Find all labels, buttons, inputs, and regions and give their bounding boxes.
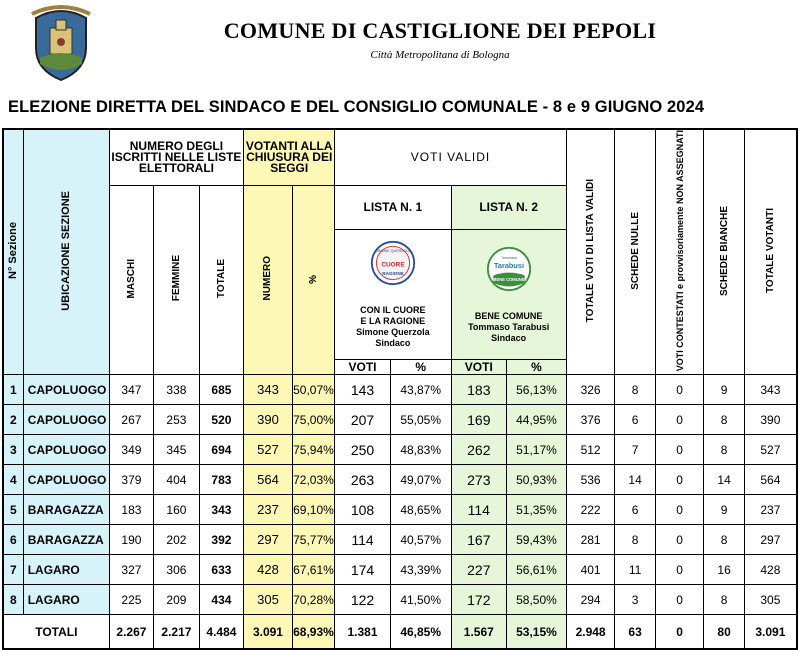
votanti-pct-cell: 50,07% (292, 375, 334, 405)
femmine-cell: 202 (154, 525, 200, 555)
votanti-cell: 390 (244, 405, 293, 435)
votanti-cell: 428 (244, 555, 293, 585)
lista-2-pct-cell: 50,93% (507, 465, 567, 495)
lista-2-voti-cell: 227 (451, 555, 507, 585)
votanti-pct-cell: 67,61% (292, 555, 334, 585)
results-table (2, 128, 798, 650)
header-ubicazione: UBICAZIONE SEZIONE (23, 129, 109, 375)
lista-1-voti-cell: 143 (335, 375, 391, 405)
lista-1-name-line2: E LA RAGIONE (360, 316, 426, 327)
votanti-pct-cell: 75,00% (292, 405, 334, 435)
lista-1-role: Sindaco (375, 338, 411, 349)
lista-1-pct-cell: 55,05% (390, 405, 451, 435)
header-iscritti: NUMERO DEGLI ISCRITTI NELLE LISTE ELETTORALI (109, 129, 244, 185)
lista-2-pct-cell: 44,95% (507, 405, 567, 435)
totale-cell: 633 (199, 555, 244, 585)
table-row (3, 495, 797, 525)
sezione-name: CAPOLUOGO (23, 465, 109, 495)
svg-text:SIMONE QUERZOLA: SIMONE QUERZOLA (374, 249, 411, 254)
schede-bianche-cell: 8 (704, 405, 744, 435)
totals-l2-pct: 53,15% (507, 615, 567, 650)
lista-1-pct-cell: 43,39% (390, 555, 451, 585)
lista-1-pct-cell: 40,57% (390, 525, 451, 555)
lista-1-name-line1: CON IL CUORE (360, 305, 426, 316)
lista-2-cell (451, 230, 566, 360)
maschi-cell: 347 (109, 375, 154, 405)
lista-2-symbol (486, 246, 532, 292)
sezione-name: LAGARO (23, 555, 109, 585)
lista-2-voti-cell: 169 (451, 405, 507, 435)
sezione-number: 2 (3, 405, 23, 435)
lista-1-symbol (370, 240, 416, 286)
totals-l1-pct: 46,85% (390, 615, 451, 650)
totale-voti-lista-cell: 326 (566, 375, 615, 405)
sezione-number: 6 (3, 525, 23, 555)
table-row (3, 585, 797, 615)
sezione-number: 8 (3, 585, 23, 615)
totale-cell: 392 (199, 525, 244, 555)
totals-l2-voti: 1.567 (451, 615, 507, 650)
header-maschi: MASCHI (109, 185, 154, 375)
sezione-number: 3 (3, 435, 23, 465)
lista-1-pct-cell: 41,50% (390, 585, 451, 615)
femmine-cell: 209 (154, 585, 200, 615)
totale-voti-lista-cell: 401 (566, 555, 615, 585)
totals-votanti-pct: 68,93% (292, 615, 334, 650)
schede-bianche-cell: 8 (704, 435, 744, 465)
totals-tot-votanti: 3.091 (744, 615, 797, 650)
voti-contestati-cell: 0 (655, 465, 704, 495)
election-heading: ELEZIONE DIRETTA DEL SINDACO E DEL CONSIGLIO COMUNALE - 8 e 9 GIUGNO 2024 (8, 98, 705, 116)
svg-text:Tarabusi: Tarabusi (493, 260, 524, 270)
table-row (3, 555, 797, 585)
lista-1-voti-cell: 207 (335, 405, 391, 435)
lista-2-pct-cell: 59,43% (507, 525, 567, 555)
lista-2-voti-cell: 273 (451, 465, 507, 495)
femmine-cell: 345 (154, 435, 200, 465)
votanti-pct-cell: 72,03% (292, 465, 334, 495)
maschi-cell: 183 (109, 495, 154, 525)
totale-votanti-cell: 343 (744, 375, 797, 405)
voti-contestati-cell: 0 (655, 435, 704, 465)
sezione-name: BARAGAZZA (23, 525, 109, 555)
lista-1-voti-cell: 114 (335, 525, 391, 555)
voti-contestati-cell: 0 (655, 525, 704, 555)
totale-cell: 434 (199, 585, 244, 615)
sezione-name: CAPOLUOGO (23, 375, 109, 405)
header-totale-votanti: TOTALE VOTANTI (744, 129, 797, 375)
schede-nulle-cell: 8 (615, 375, 655, 405)
lista-2-voti-cell: 262 (451, 435, 507, 465)
maschi-cell: 190 (109, 525, 154, 555)
voti-contestati-cell: 0 (655, 585, 704, 615)
totale-voti-lista-cell: 376 (566, 405, 615, 435)
lista-1-cell (335, 230, 451, 360)
schede-nulle-cell: 11 (615, 555, 655, 585)
maschi-cell: 349 (109, 435, 154, 465)
totale-voti-lista-cell: 281 (566, 525, 615, 555)
table-row (3, 465, 797, 495)
voti-contestati-cell: 0 (655, 375, 704, 405)
lista-2-voti-cell: 167 (451, 525, 507, 555)
header-totale-voti-lista: TOTALE VOTI DI LISTA VALIDI (566, 129, 615, 375)
totale-votanti-cell: 564 (744, 465, 797, 495)
lista-2-pct-cell: 51,35% (507, 495, 567, 525)
totals-label: TOTALI (3, 615, 109, 650)
lista-1-voti-header: VOTI (335, 360, 391, 375)
votanti-cell: 237 (244, 495, 293, 525)
svg-text:CUORE: CUORE (381, 261, 405, 269)
votanti-pct-cell: 69,10% (292, 495, 334, 525)
header-femmine: FEMMINE (154, 185, 200, 375)
totale-cell: 343 (199, 495, 244, 525)
votanti-cell: 564 (244, 465, 293, 495)
lista-1-label: LISTA N. 1 (335, 185, 451, 230)
totals-votanti: 3.091 (244, 615, 293, 650)
lista-1-voti-cell: 263 (335, 465, 391, 495)
maschi-cell: 225 (109, 585, 154, 615)
schede-nulle-cell: 7 (615, 435, 655, 465)
totals-l1-voti: 1.381 (335, 615, 391, 650)
lista-1-voti-cell: 108 (335, 495, 391, 525)
votanti-cell: 297 (244, 525, 293, 555)
totals-nulle: 63 (615, 615, 655, 650)
totale-votanti-cell: 390 (744, 405, 797, 435)
femmine-cell: 160 (154, 495, 200, 525)
totale-voti-lista-cell: 222 (566, 495, 615, 525)
totals-femmine: 2.217 (154, 615, 200, 650)
voti-contestati-cell: 0 (655, 495, 704, 525)
sezione-number: 1 (3, 375, 23, 405)
lista-2-pct-cell: 56,61% (507, 555, 567, 585)
svg-text:Tommaso: Tommaso (500, 255, 517, 260)
lista-2-pct-cell: 56,13% (507, 375, 567, 405)
votanti-cell: 305 (244, 585, 293, 615)
svg-text:BENE COMUNE: BENE COMUNE (493, 276, 525, 282)
lista-2-pct-cell: 51,17% (507, 435, 567, 465)
sezione-name: LAGARO (23, 585, 109, 615)
lista-2-voti-header: VOTI (451, 360, 507, 375)
votanti-pct-cell: 75,94% (292, 435, 334, 465)
schede-bianche-cell: 9 (704, 375, 744, 405)
totals-maschi: 2.267 (109, 615, 154, 650)
sezione-name: CAPOLUOGO (23, 405, 109, 435)
header-votanti: VOTANTI ALLA CHIUSURA DEI SEGGI (244, 129, 335, 185)
totals-contestati: 0 (655, 615, 704, 650)
lista-1-pct-cell: 49,07% (390, 465, 451, 495)
totals-row (3, 615, 797, 650)
schede-bianche-cell: 8 (704, 525, 744, 555)
sezione-number: 4 (3, 465, 23, 495)
schede-nulle-cell: 6 (615, 405, 655, 435)
sezione-name: BARAGAZZA (23, 495, 109, 525)
header-schede-bianche: SCHEDE BIANCHE (704, 129, 744, 375)
totals-bianche: 80 (704, 615, 744, 650)
schede-bianche-cell: 14 (704, 465, 744, 495)
schede-bianche-cell: 8 (704, 585, 744, 615)
voti-contestati-cell: 0 (655, 405, 704, 435)
lista-2-voti-cell: 183 (451, 375, 507, 405)
sezione-number: 5 (3, 495, 23, 525)
totale-voti-lista-cell: 536 (566, 465, 615, 495)
schede-nulle-cell: 3 (615, 585, 655, 615)
femmine-cell: 404 (154, 465, 200, 495)
schede-nulle-cell: 6 (615, 495, 655, 525)
femmine-cell: 306 (154, 555, 200, 585)
table-row (3, 405, 797, 435)
votanti-cell: 343 (244, 375, 293, 405)
lista-1-pct-cell: 43,87% (390, 375, 451, 405)
schede-bianche-cell: 16 (704, 555, 744, 585)
lista-2-name-line1: BENE COMUNE (474, 310, 543, 321)
header-voti-validi: VOTI VALIDI (335, 129, 567, 185)
lista-1-pct-cell: 48,65% (390, 495, 451, 525)
maschi-cell: 327 (109, 555, 154, 585)
page-subtitle: Città Metropolitana di Bologna (370, 49, 510, 61)
table-row (3, 525, 797, 555)
lista-1-pct-cell: 48,83% (390, 435, 451, 465)
header-voti-contestati: VOTI CONTESTATI e provvisoriamente NON ASSEGNATI (655, 129, 704, 375)
page-title: COMUNE DI CASTIGLIONE DEI PEPOLI (223, 18, 657, 43)
totale-votanti-cell: 237 (744, 495, 797, 525)
schede-nulle-cell: 14 (615, 465, 655, 495)
lista-1-voti-cell: 174 (335, 555, 391, 585)
totals-totale: 4.484 (199, 615, 244, 650)
sezione-number: 7 (3, 555, 23, 585)
lista-2-pct-header: % (507, 360, 567, 375)
sezione-name: CAPOLUOGO (23, 435, 109, 465)
header-totale: TOTALE (199, 185, 244, 375)
lista-1-voti-cell: 122 (335, 585, 391, 615)
lista-2-role: Sindaco (491, 332, 527, 343)
lista-2-candidate: Tommaso Tarabusi (468, 321, 550, 332)
table-row (3, 375, 797, 405)
lista-1-pct-header: % (390, 360, 451, 375)
totale-votanti-cell: 305 (744, 585, 797, 615)
coat-of-arms-logo (26, 4, 96, 82)
totals-tot-lista: 2.948 (566, 615, 615, 650)
lista-2-voti-cell: 114 (451, 495, 507, 525)
votanti-pct-cell: 70,28% (292, 585, 334, 615)
totale-cell: 520 (199, 405, 244, 435)
femmine-cell: 253 (154, 405, 200, 435)
schede-nulle-cell: 8 (615, 525, 655, 555)
totale-cell: 783 (199, 465, 244, 495)
lista-1-candidate: Simone Querzola (356, 327, 430, 338)
votanti-cell: 527 (244, 435, 293, 465)
header-percent: % (292, 185, 334, 375)
lista-2-voti-cell: 172 (451, 585, 507, 615)
header-schede-nulle: SCHEDE NULLE (615, 129, 655, 375)
totale-cell: 685 (199, 375, 244, 405)
totale-votanti-cell: 297 (744, 525, 797, 555)
lista-2-pct-cell: 58,50% (507, 585, 567, 615)
lista-1-voti-cell: 250 (335, 435, 391, 465)
totale-cell: 694 (199, 435, 244, 465)
femmine-cell: 338 (154, 375, 200, 405)
lista-2-label: LISTA N. 2 (451, 185, 566, 230)
totale-voti-lista-cell: 294 (566, 585, 615, 615)
header-n-sezione: N° Sezione (3, 129, 23, 375)
votanti-pct-cell: 75,77% (292, 525, 334, 555)
totale-votanti-cell: 527 (744, 435, 797, 465)
maschi-cell: 267 (109, 405, 154, 435)
header-numero: NUMERO (244, 185, 293, 375)
voti-contestati-cell: 0 (655, 555, 704, 585)
totale-votanti-cell: 428 (744, 555, 797, 585)
totale-voti-lista-cell: 512 (566, 435, 615, 465)
table-row (3, 435, 797, 465)
maschi-cell: 379 (109, 465, 154, 495)
svg-text:RAGIONE: RAGIONE (382, 271, 404, 277)
schede-bianche-cell: 9 (704, 495, 744, 525)
